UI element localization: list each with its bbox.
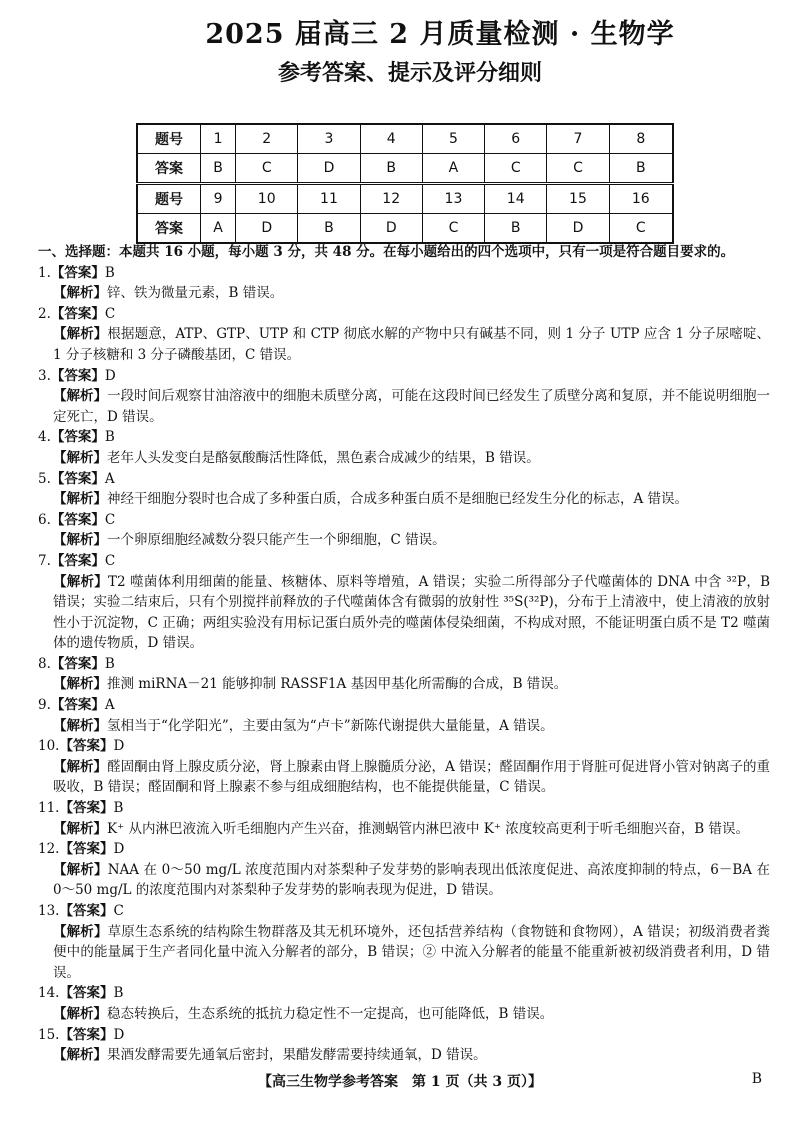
answer-cell: B [609,154,673,184]
answer-label: 答案 [137,154,201,184]
question-number-row [137,124,673,154]
question-number: 10. [38,738,60,755]
answer-line [38,695,770,716]
answer-cell: C [485,154,547,184]
answer-line [38,366,770,387]
answer-tag: 【答案】 [50,552,105,569]
explanation-line [38,674,770,695]
explanation-tag: 【解析】 [53,326,108,343]
question-number: 11. [38,800,60,817]
explanation-tag: 【解析】 [53,1047,107,1064]
page-footer: 【高三生物学参考答案 第 1 页（共 3 页）】 [258,1074,542,1090]
question-number: 15. [38,1026,60,1043]
question-item [38,901,770,983]
question-item [38,510,770,551]
explanation-tag: 【解析】 [53,388,108,405]
explanation-tag: 【解析】 [53,676,107,693]
question-number-label: 题号 [137,184,201,214]
section-heading: 一、选择题：本题共 16 小题，每小题 3 分，共 48 分。在每小题给出的四个选项中，只有一项是符合题目要求的。 [38,244,735,260]
question-number-cell: 4 [360,124,422,154]
answer-value: B [104,655,115,672]
question-number-cell: 14 [485,184,547,214]
question-item [38,695,770,736]
answer-line [38,736,770,757]
explanation-line [38,922,770,984]
question-item [38,304,770,366]
answer-line [38,798,770,819]
question-item [38,551,770,654]
answer-value: B [113,800,124,817]
explanation-text: 草原生态系统的结构除生物群落及其无机环境外，还包括营养结构（食物链和食物网），A 错误；初级消费者粪便中的能量属于生产者同化量中流入分解者的部分，B 错误；② 中流入分解者的能量不能重新被初级消费者利用，D 错误。 [53,923,770,981]
explanation-line [38,819,770,840]
question-number: 12. [38,841,60,858]
explanation-tag: 【解析】 [53,820,107,837]
explanation-text: 稳态转换后，生态系统的抵抗力稳定性不一定提高，也可能降低，B 错误。 [107,1005,554,1022]
question-number-cell: 16 [609,184,673,214]
answer-tag: 【答案】 [59,841,114,858]
question-number-cell: 15 [547,184,609,214]
explanation-line [38,1004,770,1025]
answer-cell: C [422,214,484,244]
explanation-tag: 【解析】 [53,1005,107,1022]
answer-cell: C [547,154,609,184]
explanation-line [38,530,770,551]
answer-value: C [104,511,116,528]
question-number: 2. [38,305,51,322]
answer-tag: 【答案】 [50,697,105,714]
question-number: 4. [38,429,51,446]
question-item [38,469,770,510]
answer-line [38,654,770,675]
explanation-tag: 【解析】 [53,923,108,940]
answer-value: C [104,552,116,569]
explanation-text: T2 噬菌体利用细菌的能量、核糖体、原料等增殖，A 错误；实验二所得部分子代噬菌体的 DNA 中含 ³²P，B 错误；实验二结束后，只有个别搅拌前释放的子代噬菌体含有微弱的放射性 ³⁵S(³²P)，分布于上清液中，使上清液的放射性小于沉淀物，C 正确；两组实验没有用标记蛋白质外壳的噬菌体侵染细菌，不构成对照，不能证明蛋白质不是 T2 噬菌体的遗传物质，D 错误。 [53,573,771,652]
question-number-cell: 7 [547,124,609,154]
answer-line [38,839,770,860]
explanation-text: 氢相当于“化学阳光”，主要由氢为“卢卡”新陈代谢提供大量能量，A 错误。 [107,717,554,734]
explanation-text: NAA 在 0～50 mg/L 浓度范围内对茶梨种子发芽势的影响表现出低浓度促进、高浓度抑制的特点，6－BA 在 0～50 mg/L 的浓度范围内对茶梨种子发芽势的影响表现为促进，D 错误。 [53,861,771,899]
explanation-text: K⁺ 从内淋巴液流入听毛细胞内产生兴奋，推测蜗管内淋巴液中 K⁺ 浓度较高更利于听毛细胞兴奋，B 错误。 [107,820,750,837]
question-item [38,983,770,1024]
explanation-line [38,324,770,365]
question-number-cell: 11 [298,184,360,214]
question-number: 9. [38,697,51,714]
explanation-text: 果酒发酵需要先通氧后密封，果醋发酵需要持续通氧，D 错误。 [107,1047,487,1064]
answer-cell: A [201,214,236,244]
question-number-cell: 12 [360,184,422,214]
answer-tag: 【答案】 [50,511,105,528]
question-item [38,798,770,839]
question-number-cell: 8 [609,124,673,154]
answer-tag: 【答案】 [50,305,105,322]
answer-line [38,551,770,572]
answer-line [38,1025,770,1046]
explanation-text: 根据题意，ATP、GTP、UTP 和 CTP 彻底水解的产物中只有碱基不同，则 1 分子 UTP 应含 1 分子尿嘧啶、1 分子核糖和 3 分子磷酸基团，C 错误。 [53,326,770,363]
answer-line [38,469,770,490]
explanation-line [38,572,770,654]
answer-tag: 【答案】 [50,470,105,487]
answer-tag: 【答案】 [59,1026,114,1043]
explanation-tag: 【解析】 [53,491,107,508]
answer-cell: C [236,154,298,184]
answer-line [38,510,770,531]
explanation-text: 老年人头发变白是酪氨酸酶活性降低，黑色素合成减少的结果，B 错误。 [107,449,540,466]
answer-value: B [113,985,124,1002]
answer-tag: 【答案】 [50,367,105,384]
answer-value: B [104,264,115,281]
explanation-tag: 【解析】 [53,449,107,466]
answer-value: A [104,470,115,487]
answer-tag: 【答案】 [59,985,114,1002]
answer-value: C [104,305,116,322]
page-subtitle: 参考答案、提示及评分细则 [277,60,542,86]
explanation-line [38,757,770,798]
question-number: 14. [38,985,60,1002]
answer-line [38,901,770,922]
question-item [38,263,770,304]
answer-tag: 【答案】 [59,903,114,919]
explanation-tag: 【解析】 [53,573,108,590]
answer-line [38,983,770,1004]
answer-value: A [104,697,115,714]
answer-tag: 【答案】 [50,264,105,281]
explanation-text: 醛固酮由肾上腺皮质分泌，肾上腺素由肾上腺髓质分泌，A 错误；醛固酮作用于肾脏可促进肾小管对钠离子的重吸收，B 错误；醛固酮和肾上腺素不参与组成细胞结构，也不能提供能量，C 错误。 [53,758,770,796]
question-number: 8. [38,655,51,672]
explanation-text: 锌、铁为微量元素，B 错误。 [107,285,284,302]
explanation-line [38,448,770,469]
question-number-cell: 5 [422,124,484,154]
answer-line [38,427,770,448]
answer-value: D [113,841,125,858]
question-number: 6. [38,511,51,528]
question-number-cell: 9 [201,184,236,214]
explanation-line [38,860,770,901]
question-item [38,839,770,901]
answer-value: D [104,367,116,384]
answer-cell: C [609,214,673,244]
question-item [38,1025,770,1066]
explanation-text: 一段时间后观察甘油溶液中的细胞未质壁分离，可能在这段时间已经发生了质壁分离和复原，并不能说明细胞一定死亡，D 错误。 [53,388,771,425]
explanation-line [38,716,770,737]
answer-cell: D [360,214,422,244]
answer-value: B [104,429,115,446]
answer-value: D [113,1026,125,1043]
question-number-label: 题号 [137,124,201,154]
explanation-tag: 【解析】 [53,285,107,302]
answer-line [38,304,770,325]
question-list [38,263,770,1066]
answer-cell: D [298,154,360,184]
question-number: 13. [38,903,60,919]
question-item [38,654,770,695]
answer-line [38,263,770,284]
explanation-text: 一个卵原细胞经减数分裂只能产生一个卵细胞，C 错误。 [107,532,446,549]
question-number-cell: 10 [236,184,298,214]
explanation-text: 推测 miRNA－21 能够抑制 RASSF1A 基因甲基化所需酶的合成，B 错误。 [107,676,568,693]
question-number-cell: 13 [422,184,484,214]
paper-version: B [751,1071,762,1087]
question-number: 1. [38,264,51,281]
question-number-cell: 6 [485,124,547,154]
answer-cell: B [201,154,236,184]
explanation-line [38,489,770,510]
explanations-section [38,242,770,1066]
explanation-line [38,386,770,427]
question-number-cell: 2 [236,124,298,154]
answer-cell: B [485,214,547,244]
answer-tag: 【答案】 [59,800,114,817]
question-number-row [137,184,673,214]
explanation-tag: 【解析】 [53,861,108,878]
answer-table [136,123,674,244]
question-number-cell: 3 [298,124,360,154]
explanation-line [38,1045,770,1066]
explanation-line [38,283,770,304]
question-number: 5. [38,470,51,487]
question-item [38,427,770,468]
answer-label: 答案 [137,214,201,244]
answer-row [137,214,673,244]
answer-cell: B [360,154,422,184]
answer-value: D [113,738,125,755]
question-item [38,366,770,428]
answer-tag: 【答案】 [59,738,114,755]
explanation-tag: 【解析】 [53,532,107,549]
explanation-text: 神经干细胞分裂时也合成了多种蛋白质，合成多种蛋白质不是细胞已经发生分化的标志，A 错误。 [107,491,689,508]
answer-tag: 【答案】 [50,655,105,672]
answer-cell: D [547,214,609,244]
explanation-tag: 【解析】 [53,717,107,734]
answer-row [137,154,673,184]
answer-cell: B [298,214,360,244]
answer-cell: D [236,214,298,244]
question-number: 3. [38,367,51,384]
answer-tag: 【答案】 [50,429,105,446]
page-title: 2025 届高三 2 月质量检测 · 生物学 [205,19,675,50]
answer-value: C [113,903,124,919]
question-number: 7. [38,552,51,569]
answer-cell: A [422,154,484,184]
question-item [38,736,770,798]
question-number-cell: 1 [201,124,236,154]
explanation-tag: 【解析】 [53,758,108,775]
